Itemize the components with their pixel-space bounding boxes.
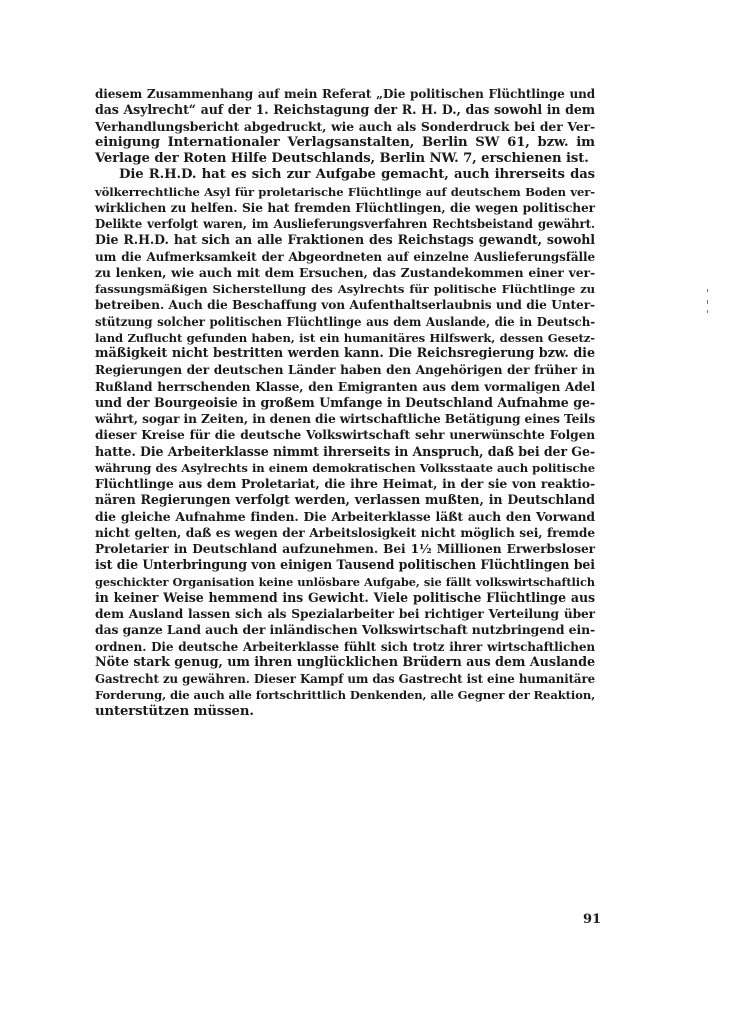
margin-mark <box>707 310 708 313</box>
text-line: in keiner Weise hemmend ins Gewicht. Viele politische Flüchtlinge aus <box>95 589 595 605</box>
text-line: ist die Unterbringung von einigen Tausend politischen Flüchtlingen bei <box>95 557 595 573</box>
text-line: Rußland herrschenden Klasse, den Emigranten aus dem vormaligen Adel <box>95 379 595 394</box>
text-line: völkerrechtliche Asyl für proletarische Flüchtlinge auf deutschem Boden ver- <box>95 184 595 199</box>
text-line: fassungsmäßigen Sicherstellung des Asylrechts für politische Flüchtlinge zu <box>95 282 595 296</box>
text-line: und der Bourgeoisie in großem Umfange in Deutschland Aufnahme ge- <box>95 394 595 410</box>
text-line: diesem Zusammenhang auf mein Referat „Die politischen Flüchtlinge und <box>95 87 595 101</box>
text-line: dieser Kreise für die deutsche Volkswirtschaft sehr unerwünschte Folgen <box>95 428 595 443</box>
text-line: das Asylrecht“ auf der 1. Reichstagung der R. H. D., das sowohl in dem <box>95 102 595 118</box>
text-line: Die R.H.D. hat es sich zur Aufgabe gemacht, auch ihrerseits das <box>119 167 595 183</box>
margin-mark <box>707 289 708 292</box>
text-line: zu lenken, wie auch mit dem Ersuchen, das Zustandekommen einer ver- <box>95 264 595 280</box>
text-line: Delikte verfolgt waren, im Auslieferungsverfahren Rechtsbeistand gewährt. <box>95 217 595 231</box>
page-number: 91 <box>583 912 602 927</box>
text-line: Flüchtlinge aus dem Proletariat, die ihre Heimat, in der sie von reaktio- <box>95 476 595 491</box>
text-line: wirklichen zu helfen. Sie hat fremden Flüchtlingen, die wegen politischer <box>95 200 595 215</box>
text-line: mäßigkeit nicht bestritten werden kann. Die Reichsregierung bzw. die <box>95 346 595 361</box>
text-line: nicht gelten, daß es wegen der Arbeitslosigkeit nicht möglich sei, fremde <box>95 525 595 540</box>
text-line: Die R.H.D. hat sich an alle Fraktionen des Reichstags gewandt, sowohl <box>95 232 595 248</box>
body-text <box>95 86 595 720</box>
text-line: Nöte stark genug, um ihren unglücklichen Brüdern aus dem Auslande <box>95 654 595 670</box>
text-line: hatte. Die Arbeiterklasse nimmt ihrerseits in Anspruch, daß bei der Ge- <box>95 443 595 459</box>
text-line: die gleiche Aufnahme finden. Die Arbeiterklasse läßt auch den Vorwand <box>95 508 595 524</box>
text-line: um die Aufmerksamkeit der Abgeordneten auf einzelne Auslieferungsfälle <box>95 249 595 264</box>
text-line: ordnen. Die deutsche Arbeiterklasse fühlt sich trotz ihrer wirtschaftlichen <box>95 639 595 654</box>
text-line: Verlage der Roten Hilfe Deutschlands, Berlin NW. 7, erschienen ist. <box>95 151 589 166</box>
text-line: Gastrecht zu gewähren. Dieser Kampf um das Gastrecht ist eine humanitäre <box>95 672 595 686</box>
text-line: betreiben. Auch die Beschaffung von Aufenthaltserlaubnis und die Unter- <box>95 298 595 313</box>
text-line: Forderung, die auch alle fortschrittlich Denkenden, alle Gegner der Reaktion, <box>95 688 596 703</box>
text-line: das ganze Land auch der inländischen Volkswirtschaft nutzbringend ein- <box>95 622 596 638</box>
text-line: Verhandlungsbericht abgedruckt, wie auch als Sonderdruck bei der Ver- <box>95 118 595 134</box>
text-line: einigung Internationaler Verlagsanstalten, Berlin SW 61, bzw. im <box>95 134 595 150</box>
text-line: geschickter Organisation keine unlösbare Aufgabe, sie fällt volkswirtschaftlich <box>95 574 595 589</box>
text-line: währung des Asylrechts in einem demokratischen Volksstaate auch politische <box>95 460 595 475</box>
text-line: währt, sogar in Zeiten, in denen die wirtschaftliche Betätigung eines Teils <box>95 412 596 426</box>
text-line: nären Regierungen verfolgt werden, verlassen mußten, in Deutschland <box>95 492 595 508</box>
text-line: Proletarier in Deutschland aufzunehmen. Bei 1½ Millionen Erwerbsloser <box>95 542 595 556</box>
margin-mark <box>707 300 708 304</box>
text-line: stützung solcher politischen Flüchtlinge aus dem Auslande, die in Deutsch- <box>95 314 595 329</box>
text-line: land Zuflucht gefunden haben, ist ein humanitäres Hilfswerk, dessen Gesetz- <box>95 330 595 345</box>
text-line: Regierungen der deutschen Länder haben den Angehörigen der früher in <box>95 363 595 378</box>
text-line: unterstützen müssen. <box>95 703 254 719</box>
text-line: dem Ausland lassen sich als Spezialarbeiter bei richtiger Verteilung über <box>95 607 595 621</box>
